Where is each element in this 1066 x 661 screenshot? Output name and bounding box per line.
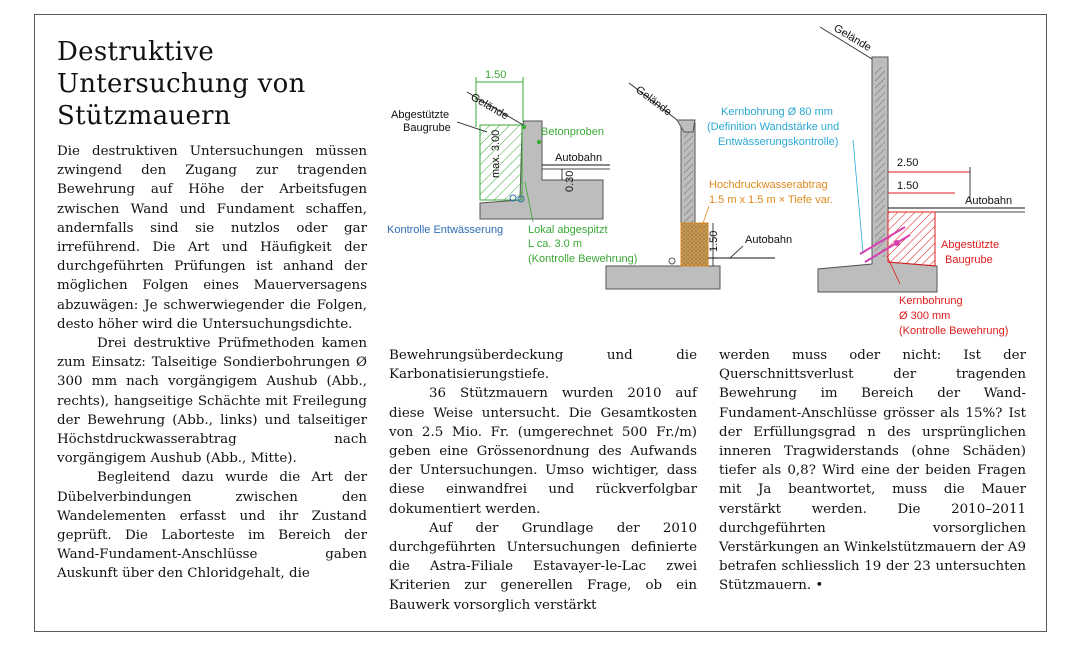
sample-marker bbox=[522, 125, 526, 129]
dimension-label: 1.50 bbox=[897, 180, 919, 192]
article-title bbox=[57, 36, 387, 132]
dimension-label: 1.50 bbox=[485, 69, 507, 81]
text-column-3 bbox=[719, 346, 1026, 596]
dimension-label: 1.50 bbox=[708, 230, 720, 252]
pit-label: Abgestützte bbox=[941, 239, 1000, 251]
title-line: Destruktive bbox=[57, 37, 215, 67]
wall-hatch bbox=[875, 67, 885, 257]
chipped-label: (Kontrolle Bewehrung) bbox=[528, 253, 638, 265]
pit-label: Baugrube bbox=[403, 122, 451, 134]
paragraph: Bewehrungsüberdeckung und die Karbonatisierungstiefe. bbox=[389, 348, 697, 383]
text-column-2 bbox=[389, 346, 697, 615]
road-label: Autobahn bbox=[965, 195, 1013, 207]
paragraph: Drei destruktive Prüfmethoden kamen zum Einsatz: Talseitige Sondierbohrungen Ø 300 mm nach vorgängigem Aushub (Abb., rechts), hangseitige Schächte mit Freilegung der Bewehrung (Abb., links) und talseitiger Höchstdruckwasserabtrag nach vorgängigem Aushub (Abb., Mitte). bbox=[57, 336, 367, 467]
paragraph: Die destruktiven Untersuchungen müssen zwingend den Zugang zur tragenden Bewehrung auf Höhe der Arbeitsfugen zwischen Wand und Fundament schaffen, andernfalls sind sie nutzlos oder gar irreführend. Die Art und Häufigkeit der durchgeführten Prüfungen ist anhand der möglichen Folgen eines Mauerversagens abzuwägen: Je schwerwiegender die Folgen, desto höher wird die Untersuchungsdichte. bbox=[57, 144, 367, 332]
dimension-label: 2.50 bbox=[897, 157, 919, 169]
hydro-label: Hochdruckwasserabtrag bbox=[709, 179, 828, 191]
title-line: Stützmauern bbox=[57, 101, 231, 131]
core300-label: Ø 300 mm bbox=[899, 310, 951, 322]
chipped-label: Lokal abgespitzt bbox=[528, 224, 608, 236]
retaining-wall-figure bbox=[375, 22, 1035, 342]
excavation-pit bbox=[888, 212, 935, 266]
core80-label: Entwässerungskontrolle) bbox=[718, 136, 839, 148]
paragraph: Auf der Grundlage der 2010 durchgeführten Untersuchungen definierte die Astra-Filiale Estavayer-le-Lac zwei Kriterien zur generellen Frage, ob ein Bauwerk vorsorglich verstärkt bbox=[389, 520, 697, 613]
pit-label: Baugrube bbox=[945, 254, 993, 266]
terrain-label: Gelände bbox=[633, 83, 674, 119]
title-line: Untersuchung von bbox=[57, 69, 306, 99]
drain-label: Kontrolle Entwässerung bbox=[387, 224, 504, 236]
paragraph: 36 Stützmauern wurden 2010 auf diese Weise untersucht. Die Gesamtkosten von 2.5 Mio. Fr. (umgerechnet 500 Fr./m) geben eine Grössenordnung des Aufwands der Untersuchungen. Umso wichtiger, dass diese einwandfrei und rückverfolgbar dokumentiert werden. bbox=[389, 386, 697, 517]
text-column-1 bbox=[57, 142, 367, 584]
dimension-label: 0.30 bbox=[564, 170, 576, 192]
core-marker bbox=[894, 240, 900, 246]
left-wall-diagram bbox=[387, 69, 637, 265]
dimension-label: max. 3.00 bbox=[490, 129, 502, 178]
core80-label: (Definition Wandstärke und bbox=[707, 121, 840, 133]
paragraph: Begleitend dazu wurde die Art der Dübelverbindungen zwischen den Wandelementen erfasst und ihr Zustand geprüft. Die Laborteste im Bereich der Wand-Fundament-Anschlüsse gaben Auskunft über den Chloridgehalt, die bbox=[57, 470, 367, 582]
terrain-label: Gelände bbox=[831, 22, 874, 54]
hydro-label: 1.5 m x 1.5 m × Tiefe var. bbox=[709, 194, 833, 206]
road-label: Autobahn bbox=[555, 152, 603, 164]
core300-label: Kernbohrung bbox=[899, 295, 963, 307]
drain-marker bbox=[669, 258, 675, 264]
terrain-label: Gelände bbox=[468, 91, 511, 123]
sample-marker bbox=[537, 140, 541, 144]
pit-label: Abgestützte bbox=[391, 109, 450, 121]
wall-cap bbox=[677, 120, 695, 132]
road-label: Autobahn bbox=[745, 234, 793, 246]
chipped-label: L ca. 3.0 m bbox=[528, 238, 583, 250]
core80-label: Kernbohrung Ø 80 mm bbox=[721, 106, 833, 118]
core300-label: (Kontrolle Bewehrung) bbox=[899, 325, 1009, 337]
paragraph: werden muss oder nicht: Ist der Querschnittsverlust der tragenden Bewehrung im Bereich der Wand-Fundament-Anschlüsse grösser als 15%? Ist der Erfüllungsgrad n des ursprünglichen inneren Tragwiderstands (ohne Schäden) tiefer als 0,8? Wird eine der beiden Fragen mit Ja beantwortet, muss die Mauer verstärkt werden. Die 2010–2011 durchgeführten vorsorglichen Verstärkungen an Winkelstützmauern der A9 betrafen schliesslich 19 der 23 untersuchten Stützmauern. • bbox=[719, 348, 1026, 594]
samples-label: Betonproben bbox=[541, 126, 604, 138]
